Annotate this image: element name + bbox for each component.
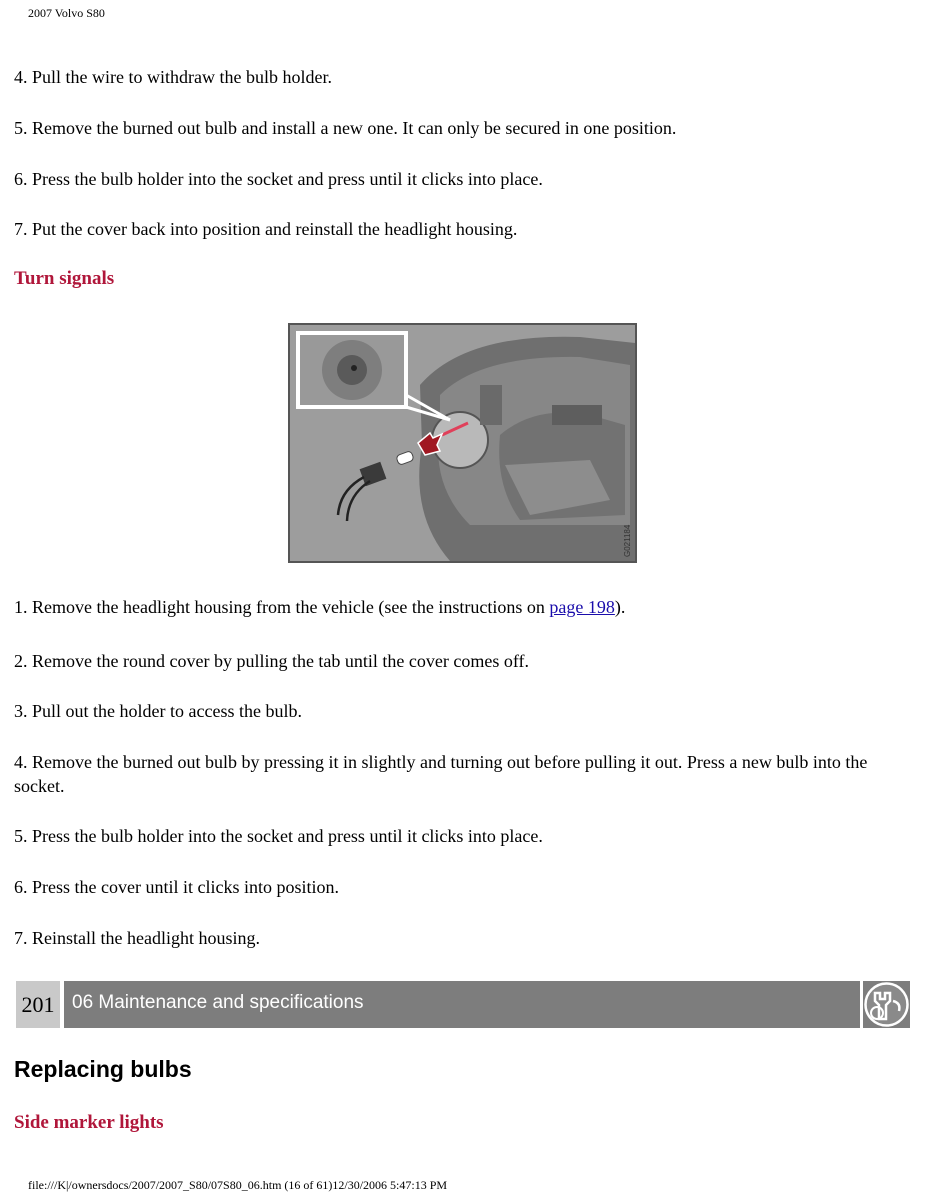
step-text [14, 595, 897, 619]
step-text: 5. Remove the burned out bulb and install a new one. It can only be secured in one position. [14, 118, 677, 138]
section-heading-side-marker: Side marker lights [14, 1112, 164, 1133]
step-text: 6. Press the bulb holder into the socket and press until it clicks into place. [14, 169, 543, 189]
figure-code: G021184 [623, 524, 632, 557]
file-path-footer: file:///K|/ownersdocs/2007/2007_S80/07S80_06.htm (16 of 61)12/30/2006 5:47:13 PM [28, 1178, 448, 1192]
document-title: 2007 Volvo S80 [28, 6, 105, 20]
section-band [16, 981, 910, 1028]
step-text: 5. Press the bulb holder into the socket and press until it clicks into place. [14, 826, 543, 846]
step-text: 2. Remove the round cover by pulling the tab until the cover comes off. [14, 651, 530, 671]
step-text-part: 1. Remove the headlight housing from the vehicle (see the instructions on [14, 597, 550, 617]
step-text: 4. Pull the wire to withdraw the bulb holder. [14, 67, 332, 87]
page-title: Replacing bulbs [14, 1056, 192, 1082]
step-text: 7. Put the cover back into position and reinstall the headlight housing. [14, 219, 518, 239]
step-text: 6. Press the cover until it clicks into position. [14, 877, 339, 897]
step-text: 4. Remove the burned out bulb by pressing it in slightly and turning out before pulling it out. Press a new bulb into the socket. [14, 752, 868, 796]
page-198-link[interactable]: page 198 [549, 597, 615, 617]
step-text: 3. Pull out the holder to access the bulb. [14, 701, 302, 721]
wrench-icon [863, 981, 910, 1028]
headlight-diagram [290, 325, 635, 561]
turn-signal-illustration [288, 323, 637, 563]
step-text: 7. Reinstall the headlight housing. [14, 928, 260, 948]
step-text-part: ). [614, 597, 626, 617]
section-title: 06 Maintenance and specifications [64, 981, 860, 1028]
section-heading-turn-signals: Turn signals [14, 268, 115, 289]
page-number: 201 [16, 981, 60, 1028]
